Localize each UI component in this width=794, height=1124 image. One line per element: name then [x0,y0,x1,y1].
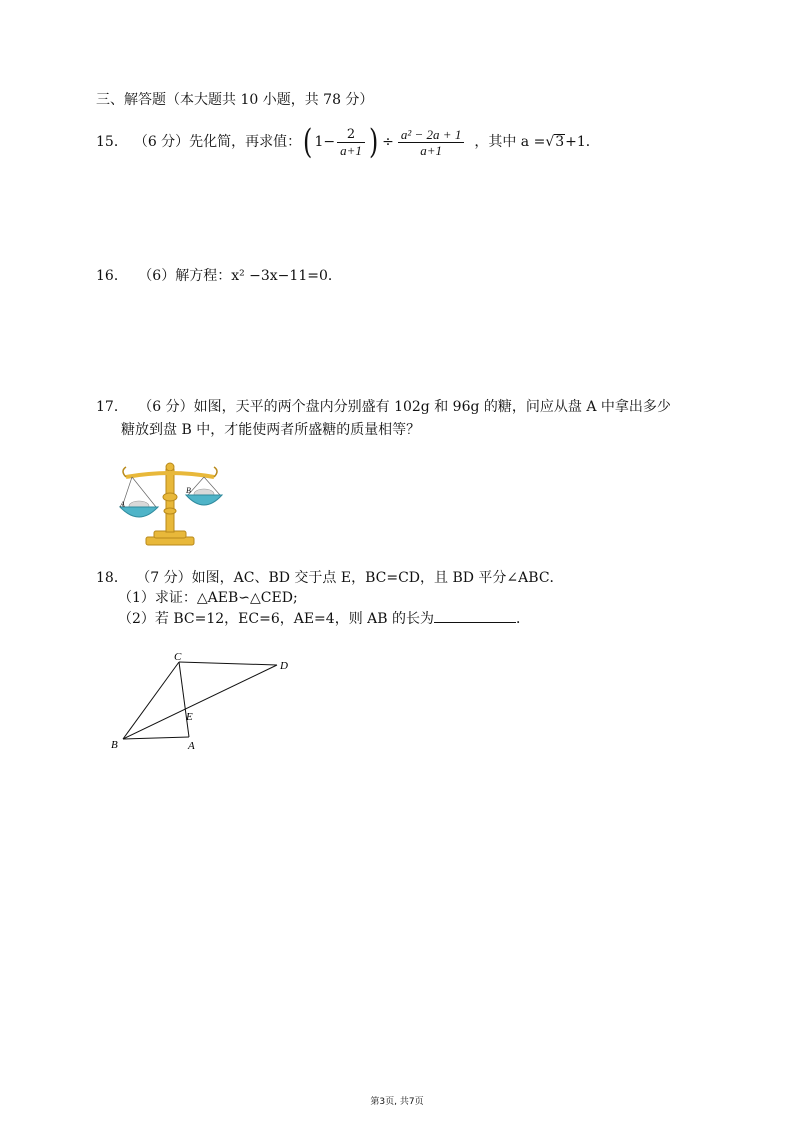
question-18-line-1 [96,569,564,587]
label-a: A [188,740,195,752]
pan-b-label: B [186,486,191,495]
label-c: C [174,651,182,663]
segment-ba [123,737,189,739]
page-footer: 第3页, 共7页 [370,1097,424,1107]
q16-number: 16． [96,268,128,284]
q15-prefix: （6 分）先化简，再求值： [133,134,302,150]
q18-part2 [118,610,530,628]
divide-sign: ÷ [382,134,394,150]
pan-a [120,507,158,517]
label-e: E [186,711,193,723]
scale-pillar-knob-2 [164,508,176,514]
q15-one: 1− [314,134,336,150]
pan-b [186,495,222,505]
segment-ca [179,662,189,737]
question-15 [96,122,600,162]
fraction-1-numerator: 2 [337,127,365,143]
q17-line1: （6 分）如图，天平的两个盘内分别盛有 102g 和 96g 的糖，问应从盘 A 中拿出多少 [138,399,671,415]
right-paren: ) [368,122,379,162]
sqrt-argument: 3 [555,134,565,150]
q18-line1: （7 分）如图，AC、BD 交于点 E，BC=CD，且 BD 平分∠ABC． [136,570,564,586]
segment-bc [123,662,179,739]
segment-cd [179,662,277,665]
left-paren: ( [303,122,313,162]
fraction-2-denominator: a+1 [420,142,442,158]
scale-top-knob [166,463,174,471]
sqrt-sign: √ [545,134,555,150]
fraction-1 [337,127,365,158]
q15-number: 15． [96,134,128,150]
section-heading: 三、解答题（本大题共 10 小题，共 78 分） [96,92,374,108]
triangle-figure [105,650,305,755]
q17-number: 17． [96,399,128,415]
scale-beam-curl-left [123,467,126,477]
q17-line2: 糖放到盘 B 中，才能使两者所盛糖的质量相等？ [121,422,421,438]
q16-text: （6）解方程：x² −3x−11=0． [138,268,342,284]
pan-a-label: A [120,500,125,509]
q18-part2-post: ． [516,611,530,627]
scale-pillar-knob [163,493,177,501]
q15-tail: +1． [565,134,600,150]
q18-part1: （1）求证：△AEB∽△CED; [118,590,298,606]
segment-bd [123,665,277,739]
label-b: B [111,739,118,751]
fraction-2 [398,127,464,158]
q18-number: 18． [96,570,128,586]
answer-blank[interactable] [434,610,516,623]
question-16 [96,267,342,285]
scale-beam-curl-right [214,467,217,477]
fraction-1-denominator: a+1 [340,142,362,158]
q15-where: ，其中 a = [474,134,546,150]
fraction-2-numerator: a² − 2a + 1 [398,127,464,143]
label-d: D [280,660,288,672]
question-17-line-1 [96,398,671,416]
balance-scale-figure [116,455,226,550]
q18-part2-pre: （2）若 BC=12，EC=6，AE=4，则 AB 的长为 [118,611,434,627]
